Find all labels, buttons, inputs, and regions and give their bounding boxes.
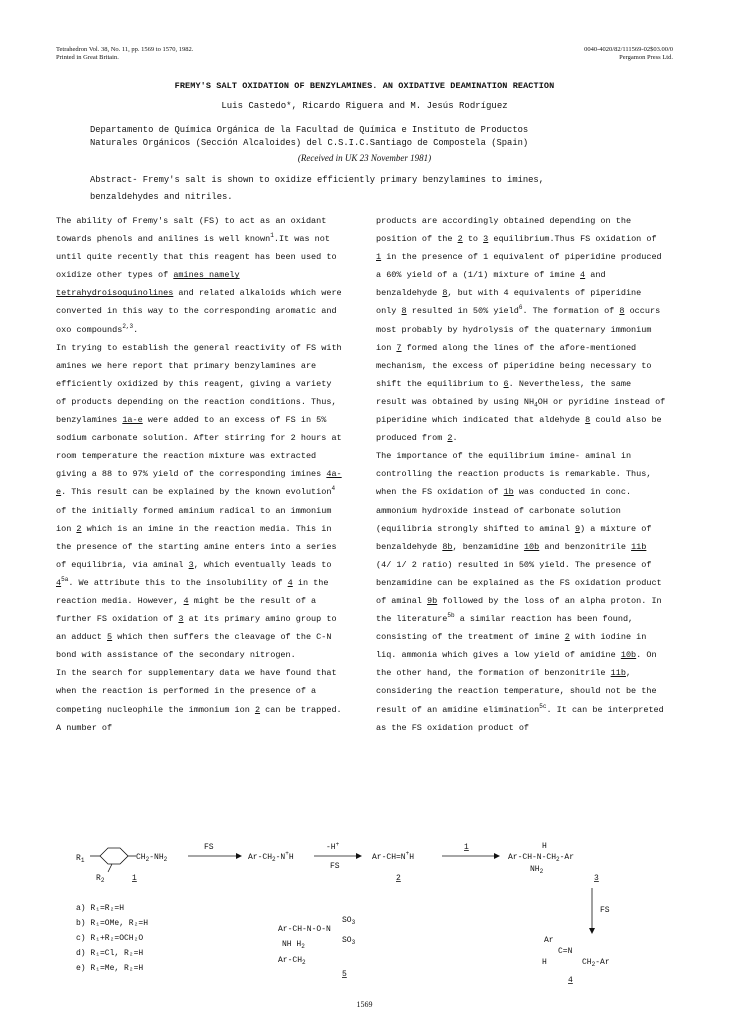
deprotonation-label: -H+ <box>326 841 340 852</box>
right-column <box>376 212 666 737</box>
r2-label: $R_2$ <box>96 874 105 884</box>
paper-title: FREMY'S SALT OXIDATION OF BENZYLAMINES. AN OXIDATIVE DEAMINATION REACTION <box>174 81 555 91</box>
affiliation-line: Naturales Orgánicos (Sección Alcaloides) del C.S.I.C.Santiago de Compostela (Spain) <box>90 138 529 148</box>
publisher-codes <box>584 46 673 62</box>
adduct-nh: NH $H_2$ <box>282 940 305 950</box>
fs-reagent-label: FS <box>600 906 610 915</box>
nh2-group: $NH_2$ <box>530 865 544 875</box>
compound-1-label: 1 <box>132 874 137 883</box>
printed-line: Printed in Great Britain. <box>56 54 119 61</box>
issn-code: 0040-4020/82/111569-02$03.00/0 <box>584 46 673 53</box>
imine-h: H <box>542 958 547 967</box>
substituent-d: d) R₁=Cl, R₂=H <box>76 949 144 958</box>
ch2nh2-group: $CH_2-NH_2$ <box>136 853 168 863</box>
paragraph: In trying to establish the general reactivity of FS with amines we here report that primary benzylamines are efficiently oxidized by this reagent, giving a variety of products depending on the reaction conditions. Thus, benzylamines 1a-e were added to an excess of FS in 5% sodium carbonate solution. After stirring for 2 hours at room temperature the reaction mixture was extracted giving a 88 to 97% yield of the corresponding imines 4a-e. This result can be explained by the known evolution$^4$ of the initially formed aminium radical to an immonium ion 2 which is an imine in the reaction media. This in the presence of the starting amine enters into a series of equilibria, via aminal 3, which eventually leads to $4^{5a}$. We attribute this to the insolubility of 4 in the reaction media. However, 4 might be the result of a further FS oxidation of 3 at its primary amino group to an adduct 5 which then suffers the cleavage of the C-N bond with assistance of the secondary nitrogen. <box>56 342 342 661</box>
compound-3-label: 3 <box>594 874 599 883</box>
substituent-a: a) R₁=R₂=H <box>76 904 125 913</box>
publisher-name: Pergamon Press Ltd. <box>619 54 673 61</box>
benzene-ring <box>100 848 128 864</box>
imine-ch2ar: $CH_2-Ar$ <box>582 958 610 968</box>
substituent-e: e) R₁=Me, R₂=H <box>76 964 144 973</box>
paragraph: products are accordingly obtained depending on the position of the 2 to 3 equilibrium.Thus FS oxidation of 1 in the presence of 1 equivalent of piperidine produced a 60% yield of a (1/1) mixture of imine 4 and benzaldehyde 8, but with 4 equivalents of piperidine only 8 resulted in 50% yield$^6$. The formation of 8 occurs most probably by hydrolysis of the quaternary immonium ion 7 formed along the lines of the afore-mentioned mechanism, the excess of piperidine being necessary to shift the equilibrium to 6. Nevertheless, the same result was obtained by using $NH_4OH$ or pyridine instead of piperidine which indicated that aldehyde 8 could also be produced from 2. <box>376 216 666 444</box>
compound-5-label: 5 <box>342 970 347 979</box>
abstract-line: benzaldehydes and nitriles. <box>90 192 233 202</box>
r1-label: $R_1$ <box>76 854 85 864</box>
page-number: 1569 <box>356 1000 373 1009</box>
authors: Luis Castedo*, Ricardo Riguera and M. Jesús Rodríguez <box>221 101 508 111</box>
journal-citation <box>56 46 193 62</box>
left-column <box>56 212 346 737</box>
adduct-ch2: $Ar-CH_2$ <box>278 956 306 966</box>
compound-2-label: 2 <box>396 874 401 883</box>
fs-reagent-label: FS <box>204 843 214 852</box>
reagent-1-label: 1 <box>464 843 469 852</box>
paragraph: The importance of the equilibrium imine- aminal in controlling the reaction products is remarkable. Thus, when the FS oxidation of 1b was conducted in conc. ammonium hydroxide instead of carbonate solution (equilibria strongly shifted to aminal 9) a mixture of benzaldehyde 8b, benzamidine 10b and benzonitrile 11b (4/ 1/ 2 ratio) resulted in 50% yield. The presence of benzamidine can be explained as the FS oxidation product of aminal 9b followed by the loss of an alpha proton. In the literature$^{5b}$ a similar reaction has been found, consisting of the treatment of imine 2 with iodine in liq. ammonia which gives a low yield of amidine 10b. On the other hand, the formation of benzonitrile 11b, considering the reaction temperature, should not be the result of an amidine elimination$^{5c}$. It can be interpreted as the FS oxidation product of <box>376 451 664 733</box>
substituent-c: c) R₁+R₂=OCH₂O <box>76 934 144 943</box>
abstract-line: Abstract- Fremy's salt is shown to oxidize efficiently primary benzylamines to imines, <box>90 175 544 185</box>
adduct-line1: Ar-CH-N-O-N <box>278 925 331 934</box>
abstract <box>90 172 690 206</box>
paragraph: In the search for supplementary data we have found that when the reaction is performed in the presence of a competing nucleophile the immonium ion 2 can be trapped. A number of <box>56 668 342 733</box>
reaction-scheme <box>56 836 676 986</box>
fs-reagent-label: FS <box>330 862 340 871</box>
paragraph: The ability of Fremy's salt (FS) to act as an oxidant towards phenols and anilines is well known$^1$.It was not until quite recently that this reagent has been used to oxidize other types of amines namely tetrahydroisoquinolines and related alkaloids which were converted in this way to the corresponding aromatic and oxo compounds$^{2,3}$. <box>56 216 342 335</box>
imine-cn: C=N <box>558 947 573 956</box>
so3-upper: $SO_3$ <box>342 916 356 926</box>
received-date: (Received in UK 23 November 1981) <box>297 153 432 163</box>
substituent-b: b) R₁=OMe, R₂=H <box>76 919 149 928</box>
aminal: $Ar-CH-N-CH_2-Ar$ <box>508 853 575 863</box>
compound-4-label: 4 <box>568 976 573 985</box>
nh-hydrogen: H <box>542 842 547 851</box>
journal-line: Tetrahedron Vol. 38, No. 11, pp. 1569 to 1570, 1982. <box>56 46 194 53</box>
affiliation <box>90 124 690 150</box>
aminium-radical: $Ar-CH_2-N^+H$ <box>248 850 294 863</box>
affiliation-line: Departamento de Química Orgánica de la Facultad de Química e Instituto de Productos <box>90 125 529 135</box>
so3-lower: $SO_3$ <box>342 936 356 946</box>
immonium-ion: Ar-CH=N+H <box>372 850 415 862</box>
imine-ar: Ar <box>544 936 554 945</box>
